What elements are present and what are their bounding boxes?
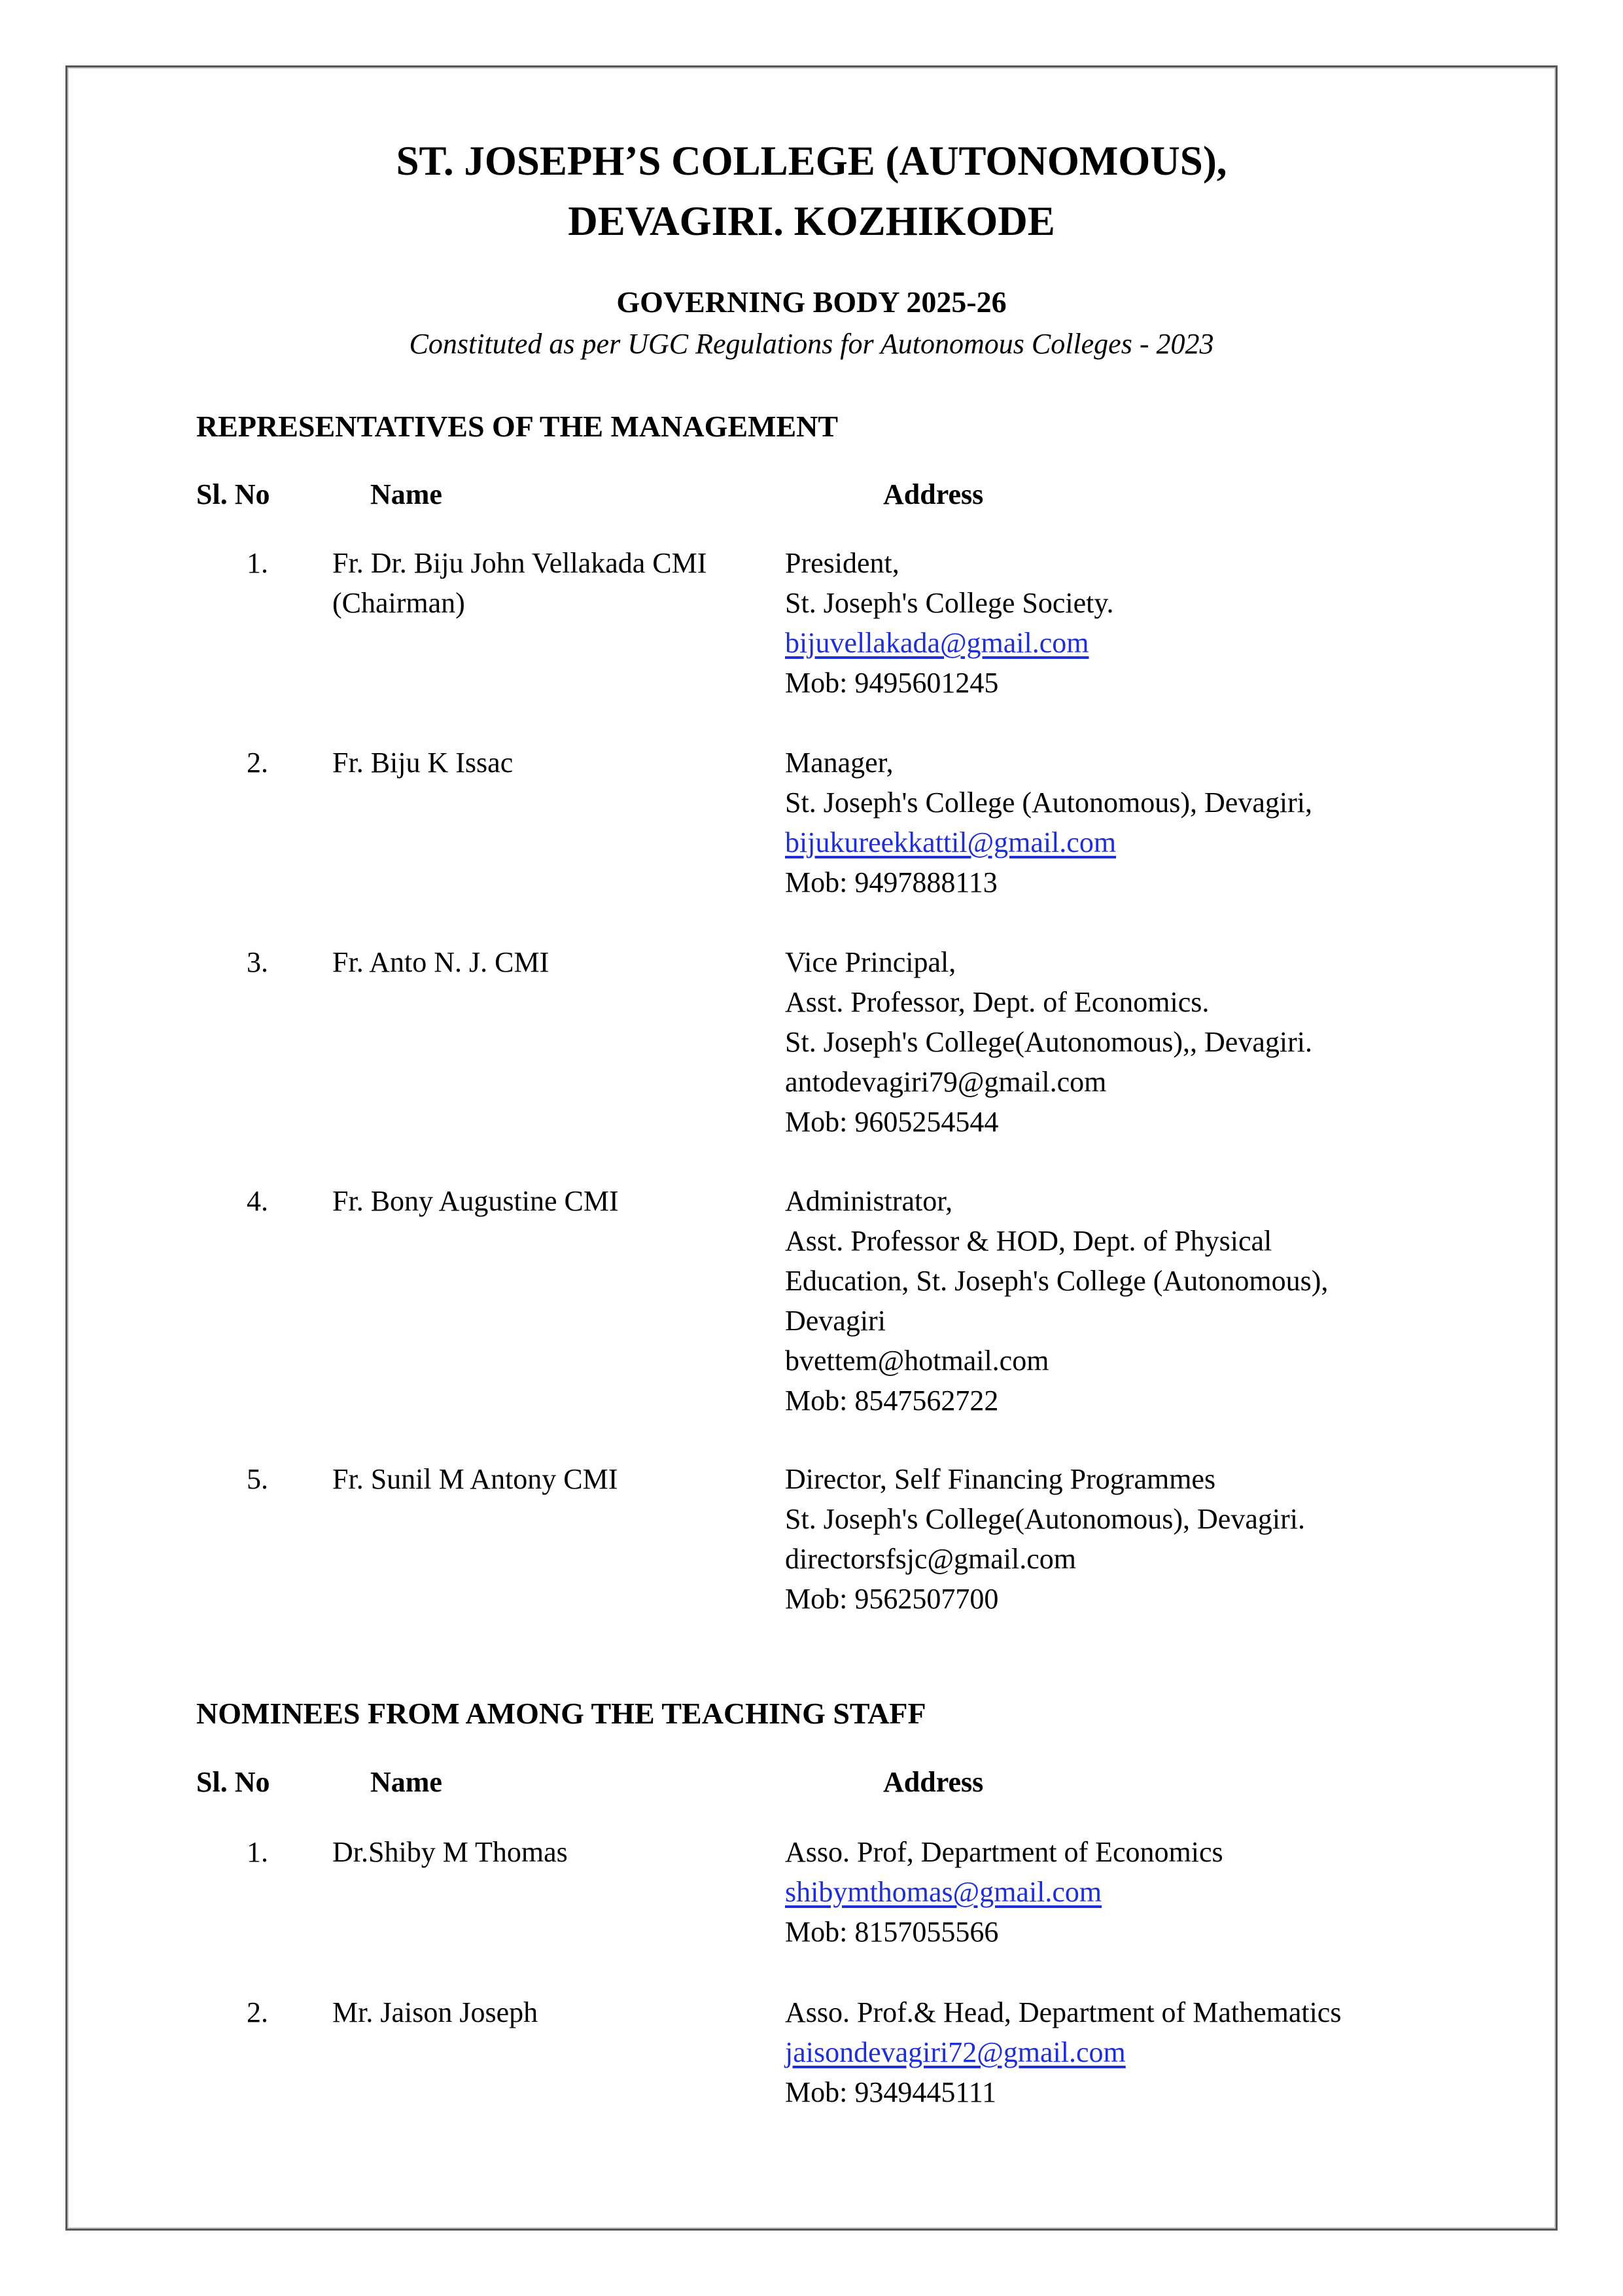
- member-mobile: Mob: 9497888113: [785, 866, 998, 898]
- member-address: [785, 543, 1114, 703]
- member-number: 3.: [247, 946, 268, 978]
- member-name-line: Mr. Jaison Joseph: [332, 1996, 538, 2028]
- college-name-line1: ST. JOSEPH’S COLLEGE (AUTONOMOUS),: [396, 138, 1227, 184]
- member-mobile: Mob: 9349445111: [785, 2076, 997, 2108]
- member-name: [332, 1459, 618, 1499]
- address-line: Asso. Prof, Department of Economics: [785, 1836, 1223, 1868]
- member-name-line: Dr.Shiby M Thomas: [332, 1836, 568, 1868]
- member-number: 4.: [247, 1185, 268, 1217]
- member-address: [785, 942, 1312, 1142]
- member-email: antodevagiri79@gmail.com: [785, 1066, 1107, 1098]
- member-mobile: Mob: 9562507700: [785, 1583, 999, 1615]
- address-line: Manager,: [785, 747, 894, 779]
- member-address: [785, 1181, 1328, 1421]
- address-line: St. Joseph's College(Autonomous), Devagiri.: [785, 1503, 1305, 1535]
- member-email-link[interactable]: bijuvellakada@gmail.com: [785, 627, 1089, 659]
- member-address: [785, 1992, 1341, 2112]
- column-header-address: Address: [883, 478, 984, 510]
- governing-body-subtitle: Constituted as per UGC Regulations for Autonomous Colleges - 2023: [409, 328, 1214, 360]
- address-line: St. Joseph's College(Autonomous),, Devagiri.: [785, 1026, 1312, 1058]
- member-name-line: Fr. Biju K Issac: [332, 747, 514, 779]
- column-header-slno: Sl. No: [196, 478, 270, 510]
- member-name: [332, 1832, 568, 1872]
- member-number: 5.: [247, 1463, 268, 1495]
- college-name-line2: DEVAGIRI. KOZHIKODE: [568, 198, 1055, 244]
- member-email: bvettem@hotmail.com: [785, 1345, 1049, 1377]
- member-mobile: Mob: 8157055566: [785, 1916, 999, 1948]
- column-header-name: Name: [370, 1766, 442, 1798]
- member-email-link[interactable]: bijukureekkattil@gmail.com: [785, 826, 1117, 858]
- member-name: [332, 1992, 538, 2032]
- address-line: Vice Principal,: [785, 946, 956, 978]
- member-name: [332, 543, 707, 623]
- member-name-line: Fr. Bony Augustine CMI: [332, 1185, 619, 1217]
- address-line: Director, Self Financing Programmes: [785, 1463, 1216, 1495]
- address-line: St. Joseph's College (Autonomous), Devagiri,: [785, 786, 1312, 819]
- address-line: Asst. Professor, Dept. of Economics.: [785, 986, 1210, 1018]
- address-line: President,: [785, 547, 899, 579]
- member-email-link[interactable]: shibymthomas@gmail.com: [785, 1876, 1102, 1908]
- member-address: [785, 1459, 1305, 1619]
- address-line: Administrator,: [785, 1185, 953, 1217]
- member-name-line: Fr. Dr. Biju John Vellakada CMI: [332, 547, 707, 579]
- member-email: directorsfsjc@gmail.com: [785, 1543, 1076, 1575]
- address-line: Asst. Professor & HOD, Dept. of Physical: [785, 1225, 1272, 1257]
- member-number: 2.: [247, 747, 268, 779]
- column-header-name: Name: [370, 478, 442, 510]
- member-name-line: (Chairman): [332, 587, 465, 619]
- member-mobile: Mob: 9495601245: [785, 667, 999, 699]
- member-mobile: Mob: 9605254544: [785, 1106, 999, 1138]
- column-header-address: Address: [883, 1766, 984, 1798]
- member-name-line: Fr. Anto N. J. CMI: [332, 946, 550, 978]
- member-number: 2.: [247, 1996, 268, 2028]
- section-heading: REPRESENTATIVES OF THE MANAGEMENT: [196, 410, 839, 443]
- member-number: 1.: [247, 1836, 268, 1868]
- member-name-line: Fr. Sunil M Antony CMI: [332, 1463, 618, 1495]
- address-line: St. Joseph's College Society.: [785, 587, 1114, 619]
- member-name: [332, 942, 549, 982]
- section-heading: NOMINEES FROM AMONG THE TEACHING STAFF: [196, 1697, 926, 1730]
- member-mobile: Mob: 8547562722: [785, 1385, 999, 1417]
- address-line: Education, St. Joseph's College (Autonomous),: [785, 1265, 1329, 1297]
- address-line: Asso. Prof.& Head, Department of Mathematics: [785, 1996, 1342, 2028]
- column-header-slno: Sl. No: [196, 1766, 270, 1798]
- member-name: [332, 1181, 619, 1221]
- member-address: [785, 743, 1312, 902]
- member-number: 1.: [247, 547, 268, 579]
- member-email-link[interactable]: jaisondevagiri72@gmail.com: [785, 2036, 1126, 2068]
- member-name: [332, 743, 513, 783]
- governing-body-title: GOVERNING BODY 2025-26: [616, 285, 1007, 319]
- address-line: Devagiri: [785, 1305, 886, 1337]
- member-address: [785, 1832, 1223, 1952]
